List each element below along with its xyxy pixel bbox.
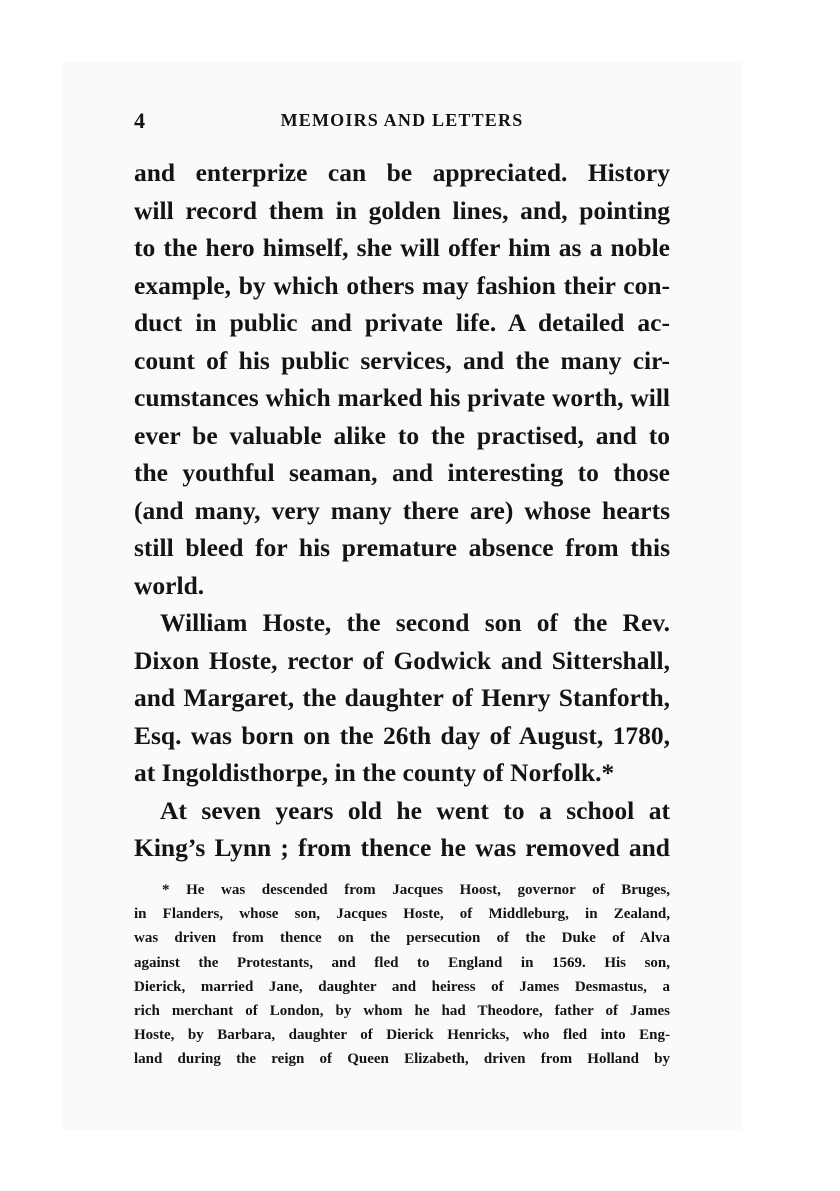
main-text <box>134 154 670 867</box>
footnote-line: against the Protestants, and fled to England in 1569. His son, <box>134 954 670 971</box>
footnote-line: rich merchant of London, by whom he had Theodore, father of James <box>134 1002 670 1019</box>
text-line: still bleed for his premature absence from this <box>134 533 670 562</box>
text-line: the youthful seaman, and interesting to those <box>134 458 670 487</box>
footnote-line: * He was descended from Jacques Hoost, governor of Bruges, <box>162 882 670 898</box>
text-line: world. <box>134 570 205 600</box>
text-line: Esq. was born on the 26th day of August, 1780, <box>134 720 670 750</box>
text-line: William Hoste, the second son of the Rev. <box>160 608 670 637</box>
footnote <box>134 878 670 1072</box>
running-head: MEMOIRS AND LETTERS <box>280 110 524 130</box>
text-line: will record them in golden lines, and, pointing <box>134 195 670 225</box>
text-line: and Margaret, the daughter of Henry Stanforth, <box>134 683 670 712</box>
text-line: example, by which others may fashion their con- <box>134 270 670 300</box>
text-line: cumstances which marked his private worth, will <box>134 383 670 412</box>
text-line: King’s Lynn ; from thence he was removed and <box>134 833 670 862</box>
footnote-line: in Flanders, whose son, Jacques Hoste, of Middleburg, in Zealand, <box>134 906 670 923</box>
text-line: At seven years old he went to a school at <box>160 795 670 825</box>
text-line: to the hero himself, she will offer him as a noble <box>134 233 670 262</box>
footnote-line: Dierick, married Jane, daughter and heiress of James Desmastus, a <box>134 978 670 995</box>
text-line: and enterprize can be appreciated. History <box>134 158 670 187</box>
page-header <box>134 108 670 134</box>
text-line: (and many, very many there are) whose hearts <box>134 495 670 525</box>
text-line: duct in public and private life. A detailed ac- <box>134 308 670 337</box>
text-line: at Ingoldisthorpe, in the county of Norfolk.* <box>134 758 615 787</box>
footnote-line: Hoste, by Barbara, daughter of Dierick Henricks, who fled into Eng- <box>134 1027 670 1044</box>
page-number: 4 <box>134 108 145 133</box>
text-line: ever be valuable alike to the practised, and to <box>134 420 670 450</box>
text-line: Dixon Hoste, rector of Godwick and Sittershall, <box>134 645 670 675</box>
text-line: count of his public services, and the many cir- <box>134 345 670 375</box>
footnote-line: land during the reign of Queen Elizabeth, driven from Holland by <box>134 1051 670 1068</box>
footnote-line: was driven from thence on the persecution of the Duke of Alva <box>134 930 670 947</box>
